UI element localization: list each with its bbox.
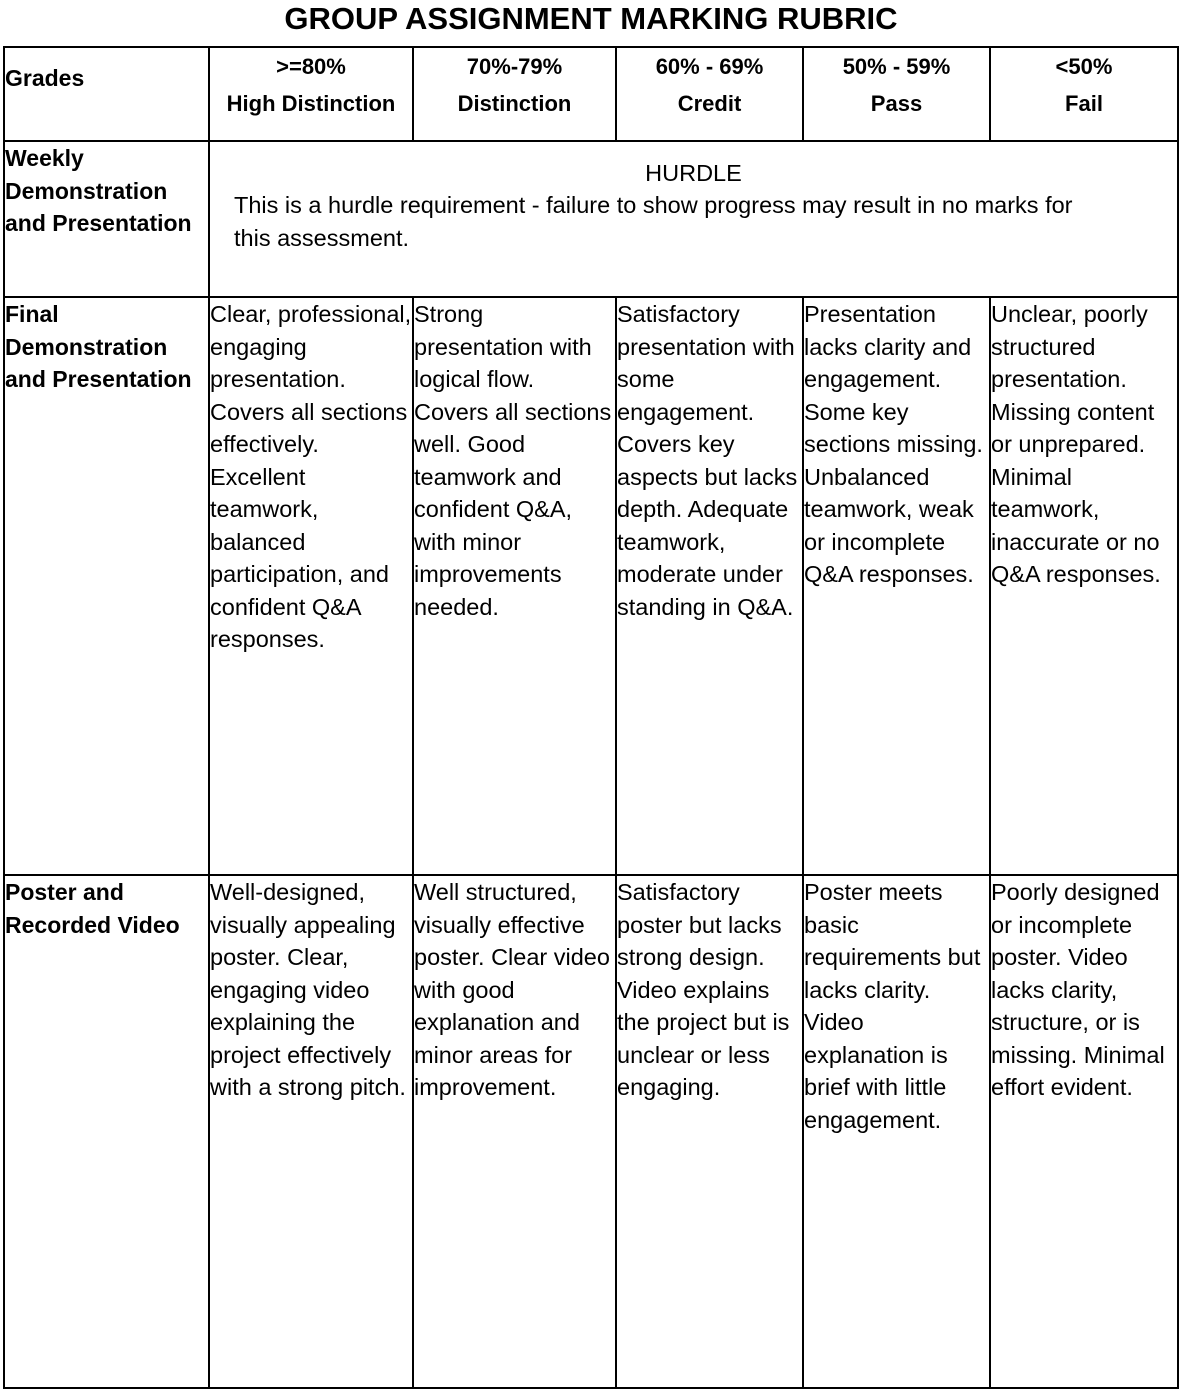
grade-distinction xyxy=(413,47,616,141)
grade-range: 50% - 59% xyxy=(842,54,951,79)
grade-high-distinction xyxy=(209,47,413,141)
criterion-cell-fail: Poorly designed or incomplete poster. Video lacks clarity, structure, or is missing. Minimal effort evident. xyxy=(990,875,1178,1388)
criterion-cell-credit: Satisfactory presentation with some engagement. Covers key aspects but lacks depth. Adequate teamwork, moderate under standing in Q&A. xyxy=(616,297,803,875)
grades-header-row xyxy=(4,47,1178,141)
criterion-cell-distinction: Strong presentation with logical flow. Covers all sections well. Good teamwork and confident Q&A, with minor improvements needed. xyxy=(413,297,616,875)
grade-name: High Distinction xyxy=(226,91,396,116)
hurdle-cell xyxy=(209,141,1178,297)
poster-video-row xyxy=(4,875,1178,1388)
weekly-demonstration-row xyxy=(4,141,1178,297)
grades-label: Grades xyxy=(4,47,209,141)
criterion-label: Weekly Demonstration and Presentation xyxy=(4,141,209,297)
hurdle-text: This is a hurdle requirement - failure to show progress may result in no marks for this assessment. xyxy=(234,192,1073,251)
grade-credit xyxy=(616,47,803,141)
final-demonstration-row xyxy=(4,297,1178,875)
page-title: GROUP ASSIGNMENT MARKING RUBRIC xyxy=(284,1,898,36)
criterion-label: Final Demonstration and Presentation xyxy=(4,297,209,875)
criterion-cell-pass: Presentation lacks clarity and engagement. Some key sections missing. Unbalanced teamwork, weak or incomplete Q&A responses. xyxy=(803,297,990,875)
criterion-cell-high-distinction: Clear, professional, engaging presentation. Covers all sections effectively. Excellent teamwork, balanced participation, and confident Q&A responses. xyxy=(209,297,413,875)
grade-name: Credit xyxy=(677,91,742,116)
grade-pass xyxy=(803,47,990,141)
rubric-table xyxy=(3,46,1179,1389)
grade-fail xyxy=(990,47,1178,141)
criterion-cell-high-distinction: Well-designed, visually appealing poster. Clear, engaging video explaining the project effectively with a strong pitch. xyxy=(209,875,413,1388)
grade-range: 60% - 69% xyxy=(655,54,764,79)
criterion-cell-credit: Satisfactory poster but lacks strong design. Video explains the project but is unclear or less engaging. xyxy=(616,875,803,1388)
grade-range: >=80% xyxy=(276,54,346,79)
grade-range: 70%-79% xyxy=(466,54,563,79)
grade-name: Distinction xyxy=(457,91,572,116)
criterion-cell-fail: Unclear, poorly structured presentation. Missing content or unprepared. Minimal teamwork, inaccurate or no Q&A responses. xyxy=(990,297,1178,875)
criterion-label: Poster and Recorded Video xyxy=(4,875,209,1388)
criterion-cell-distinction: Well structured, visually effective poster. Clear video with good explanation and minor areas for improvement. xyxy=(413,875,616,1388)
hurdle-title: HURDLE xyxy=(645,160,742,186)
grade-name: Pass xyxy=(870,91,923,116)
grade-range: <50% xyxy=(1055,54,1113,79)
grade-name: Fail xyxy=(1065,91,1103,116)
criterion-cell-pass: Poster meets basic requirements but lacks clarity. Video explanation is brief with little engagement. xyxy=(803,875,990,1388)
